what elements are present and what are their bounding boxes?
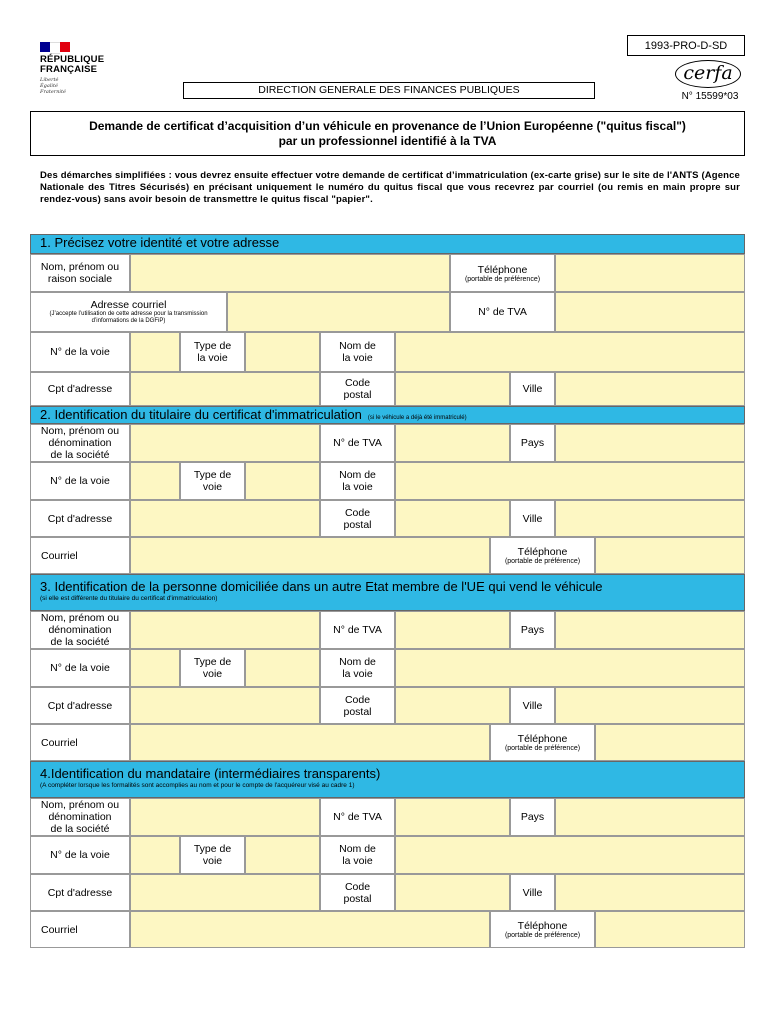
label-text: de la société: [50, 449, 110, 461]
input-s2-telephone[interactable]: [595, 537, 745, 574]
label-type-voie: [180, 649, 245, 687]
input-s4-nom-voie[interactable]: [395, 836, 745, 874]
input-s4-courriel[interactable]: [130, 911, 490, 948]
label-text: Téléphone: [517, 733, 568, 745]
label-code-postal: [320, 687, 395, 724]
section-3-subtitle: (si elle est différente du titulaire du certificat d'immatriculation): [40, 595, 218, 602]
input-s1-courriel[interactable]: [227, 292, 450, 332]
label-pays: Pays: [510, 611, 555, 649]
input-s4-pays[interactable]: [555, 798, 745, 836]
motto-fraternite: Fraternité: [40, 89, 66, 95]
label-telephone: [450, 254, 555, 292]
label-text: dénomination: [48, 624, 112, 636]
label-subtext: (portable de préférence): [504, 558, 581, 565]
label-text: de la société: [50, 636, 110, 648]
label-n-voie: N° de la voie: [30, 332, 130, 372]
section-3-header: [30, 574, 745, 611]
input-s2-nom-voie[interactable]: [395, 462, 745, 500]
input-s2-cpt-adresse[interactable]: [130, 500, 320, 537]
input-s3-n-voie[interactable]: [130, 649, 180, 687]
input-s3-code-postal[interactable]: [395, 687, 510, 724]
label-text: Téléphone: [517, 920, 568, 932]
label-nom-voie: [320, 332, 395, 372]
input-s2-nom[interactable]: [130, 424, 320, 462]
label-courriel: Courriel: [30, 724, 130, 761]
input-s2-courriel[interactable]: [130, 537, 490, 574]
label-text: la voie: [342, 855, 373, 867]
label-text: Nom, prénom ou: [40, 799, 120, 811]
label-code-postal: [320, 874, 395, 911]
label-text: Adresse courriel: [90, 299, 167, 311]
label-text: postal: [343, 705, 372, 718]
label-text: Code: [344, 506, 371, 519]
input-s4-n-voie[interactable]: [130, 836, 180, 874]
label-text: voie: [202, 855, 223, 867]
label-type-voie: [180, 462, 245, 500]
input-s3-telephone[interactable]: [595, 724, 745, 761]
input-s2-type-voie[interactable]: [245, 462, 320, 500]
label-subtext: (portable de préférence): [464, 275, 541, 283]
input-s1-nom-voie[interactable]: [395, 332, 745, 372]
input-s3-type-voie[interactable]: [245, 649, 320, 687]
label-cpt-adresse: Cpt d'adresse: [30, 500, 130, 537]
label-code-postal: [320, 372, 395, 406]
label-text: postal: [343, 389, 372, 401]
label-text: Nom de: [339, 843, 376, 855]
input-s2-ville[interactable]: [555, 500, 745, 537]
input-s1-code-postal[interactable]: [395, 372, 510, 406]
label-nom-voie: [320, 836, 395, 874]
label-text: Nom de: [339, 656, 376, 668]
label-n-voie: N° de la voie: [30, 649, 130, 687]
label-telephone: [490, 724, 595, 761]
label-text: Nom, prénom ou: [40, 261, 120, 273]
label-text: la voie: [342, 352, 373, 364]
label-cpt-adresse: Cpt d'adresse: [30, 687, 130, 724]
label-nom-voie: [320, 462, 395, 500]
section-1-header: [30, 234, 745, 254]
label-n-voie: N° de la voie: [30, 836, 130, 874]
label-courriel: Courriel: [30, 537, 130, 574]
label-text: dénomination: [48, 811, 112, 823]
label-text: voie: [202, 481, 223, 493]
label-text: Téléphone: [517, 546, 568, 558]
input-s2-code-postal[interactable]: [395, 500, 510, 537]
input-s4-cpt-adresse[interactable]: [130, 874, 320, 911]
section-4-subtitle: (A compléter lorsque les formalités sont accomplies au nom et pour le compte de l'acquéreur visé au cadre 1): [40, 782, 355, 789]
section-4-header: [30, 761, 745, 798]
input-s4-telephone[interactable]: [595, 911, 745, 948]
label-text: Code: [344, 693, 371, 706]
label-text: Nom, prénom ou: [40, 612, 120, 624]
input-s1-tva[interactable]: [555, 292, 745, 332]
cerfa-logo: cerfa: [675, 60, 741, 88]
direction-label: DIRECTION GENERALE DES FINANCES PUBLIQUES: [183, 82, 595, 99]
label-text: Type de: [193, 469, 232, 481]
label-tva: N° de TVA: [320, 611, 395, 649]
label-type-voie: [180, 836, 245, 874]
form-title: [30, 111, 745, 156]
label-type-voie: [180, 332, 245, 372]
label-tva: N° de TVA: [320, 424, 395, 462]
label-ville: Ville: [510, 874, 555, 911]
input-s3-nom-voie[interactable]: [395, 649, 745, 687]
form-reference: 1993-PRO-D-SD: [627, 35, 745, 56]
label-ville: Ville: [510, 500, 555, 537]
label-text: Code: [344, 880, 371, 893]
label-courriel: Courriel: [30, 911, 130, 948]
section-2-title: 2. Identification du titulaire du certificat d'immatriculation: [40, 407, 362, 422]
label-text: Nom de: [339, 340, 376, 352]
input-s1-type-voie[interactable]: [245, 332, 320, 372]
input-s3-tva[interactable]: [395, 611, 510, 649]
label-text: Type de: [193, 340, 232, 352]
republique-francaise-logo: [40, 42, 130, 100]
label-telephone: [490, 911, 595, 948]
form-title-line2: par un professionnel identifié à la TVA: [278, 134, 497, 148]
cerfa-number: N° 15599*03: [681, 91, 739, 102]
label-cpt-adresse: Cpt d'adresse: [30, 874, 130, 911]
label-ville: Ville: [510, 687, 555, 724]
input-s2-tva[interactable]: [395, 424, 510, 462]
label-text: postal: [343, 892, 372, 905]
input-s4-tva[interactable]: [395, 798, 510, 836]
input-s3-pays[interactable]: [555, 611, 745, 649]
label-subtext: (portable de préférence): [504, 932, 581, 939]
section-2-header: [30, 406, 745, 424]
label-text: Nom de: [339, 469, 376, 481]
input-s1-telephone[interactable]: [555, 254, 745, 292]
label-text: Type de: [193, 843, 232, 855]
label-adresse-courriel: [30, 292, 227, 332]
label-text: la voie: [197, 352, 228, 364]
label-text: Téléphone: [477, 263, 528, 276]
label-nom-denomination: [30, 611, 130, 649]
input-s1-n-voie[interactable]: [130, 332, 180, 372]
label-tva: N° de TVA: [320, 798, 395, 836]
form-title-line1: Demande de certificat d’acquisition d’un véhicule en provenance de l’Union Européenne ("quitus fiscal"): [89, 119, 686, 133]
label-text: raison sociale: [47, 273, 113, 285]
marianne-flag-icon: [40, 42, 70, 52]
label-text: de la société: [50, 823, 110, 835]
label-cpt-adresse: Cpt d'adresse: [30, 372, 130, 406]
input-s3-ville[interactable]: [555, 687, 745, 724]
input-s4-code-postal[interactable]: [395, 874, 510, 911]
label-text: postal: [343, 518, 372, 531]
input-s3-courriel[interactable]: [130, 724, 490, 761]
input-s4-nom[interactable]: [130, 798, 320, 836]
motto-egalite: Égalité: [40, 83, 58, 89]
label-nom-denomination: [30, 424, 130, 462]
input-s3-nom[interactable]: [130, 611, 320, 649]
label-ville: Ville: [510, 372, 555, 406]
input-s3-cpt-adresse[interactable]: [130, 687, 320, 724]
input-s1-nom[interactable]: [130, 254, 450, 292]
section-4-title: 4.Identification du mandataire (intermédiaires transparents): [40, 766, 381, 781]
input-s4-type-voie[interactable]: [245, 836, 320, 874]
input-s1-ville[interactable]: [555, 372, 745, 406]
label-text: voie: [202, 668, 223, 680]
label-subtext: (J’accepte l’utilisation de cette adresse pour la transmission d’informations de la DGFiP): [49, 311, 208, 324]
label-text: Type de: [193, 656, 232, 668]
label-text: Nom, prénom ou: [40, 425, 120, 437]
label-nom-voie: [320, 649, 395, 687]
intro-paragraph: Des démarches simplifiées : vous devrez ensuite effectuer votre demande de certificat d’immatriculation (ex-carte grise) sur le site de l'ANTS (Agence Nationale des Titres Sécurisés) en précisant uniquement le numéro du quitus fiscal que vous recevrez par courriel (ou remis en main propre sur rendez-vous) sans avoir besoin de transmettre le quitus fiscal "papier".: [40, 170, 740, 205]
label-pays: Pays: [510, 424, 555, 462]
input-s2-pays[interactable]: [555, 424, 745, 462]
label-nom-denomination: [30, 798, 130, 836]
section-2-note: (si le véhicule a déjà été immatriculé): [367, 415, 467, 421]
label-code-postal: [320, 500, 395, 537]
label-n-voie: N° de la voie: [30, 462, 130, 500]
input-s4-ville[interactable]: [555, 874, 745, 911]
section-1-title: 1. Précisez votre identité et votre adresse: [40, 235, 280, 250]
label-tva: N° de TVA: [450, 292, 555, 332]
motto-liberte: Liberté: [40, 77, 59, 83]
label-nom-raison: [30, 254, 130, 292]
label-text: dénomination: [48, 437, 112, 449]
label-subtext: (portable de préférence): [504, 745, 581, 752]
label-text: la voie: [342, 481, 373, 493]
label-telephone: [490, 537, 595, 574]
label-text: la voie: [342, 668, 373, 680]
logo-text-line2: FRANÇAISE: [40, 64, 98, 75]
input-s1-cpt-adresse[interactable]: [130, 372, 320, 406]
input-s2-n-voie[interactable]: [130, 462, 180, 500]
section-3-title: 3. Identification de la personne domiciliée dans un autre Etat membre de l'UE qui vend le véhicule: [40, 579, 603, 594]
label-pays: Pays: [510, 798, 555, 836]
logo-text-line1: RÉPUBLIQUE: [40, 54, 105, 65]
label-text: Code: [344, 377, 371, 389]
